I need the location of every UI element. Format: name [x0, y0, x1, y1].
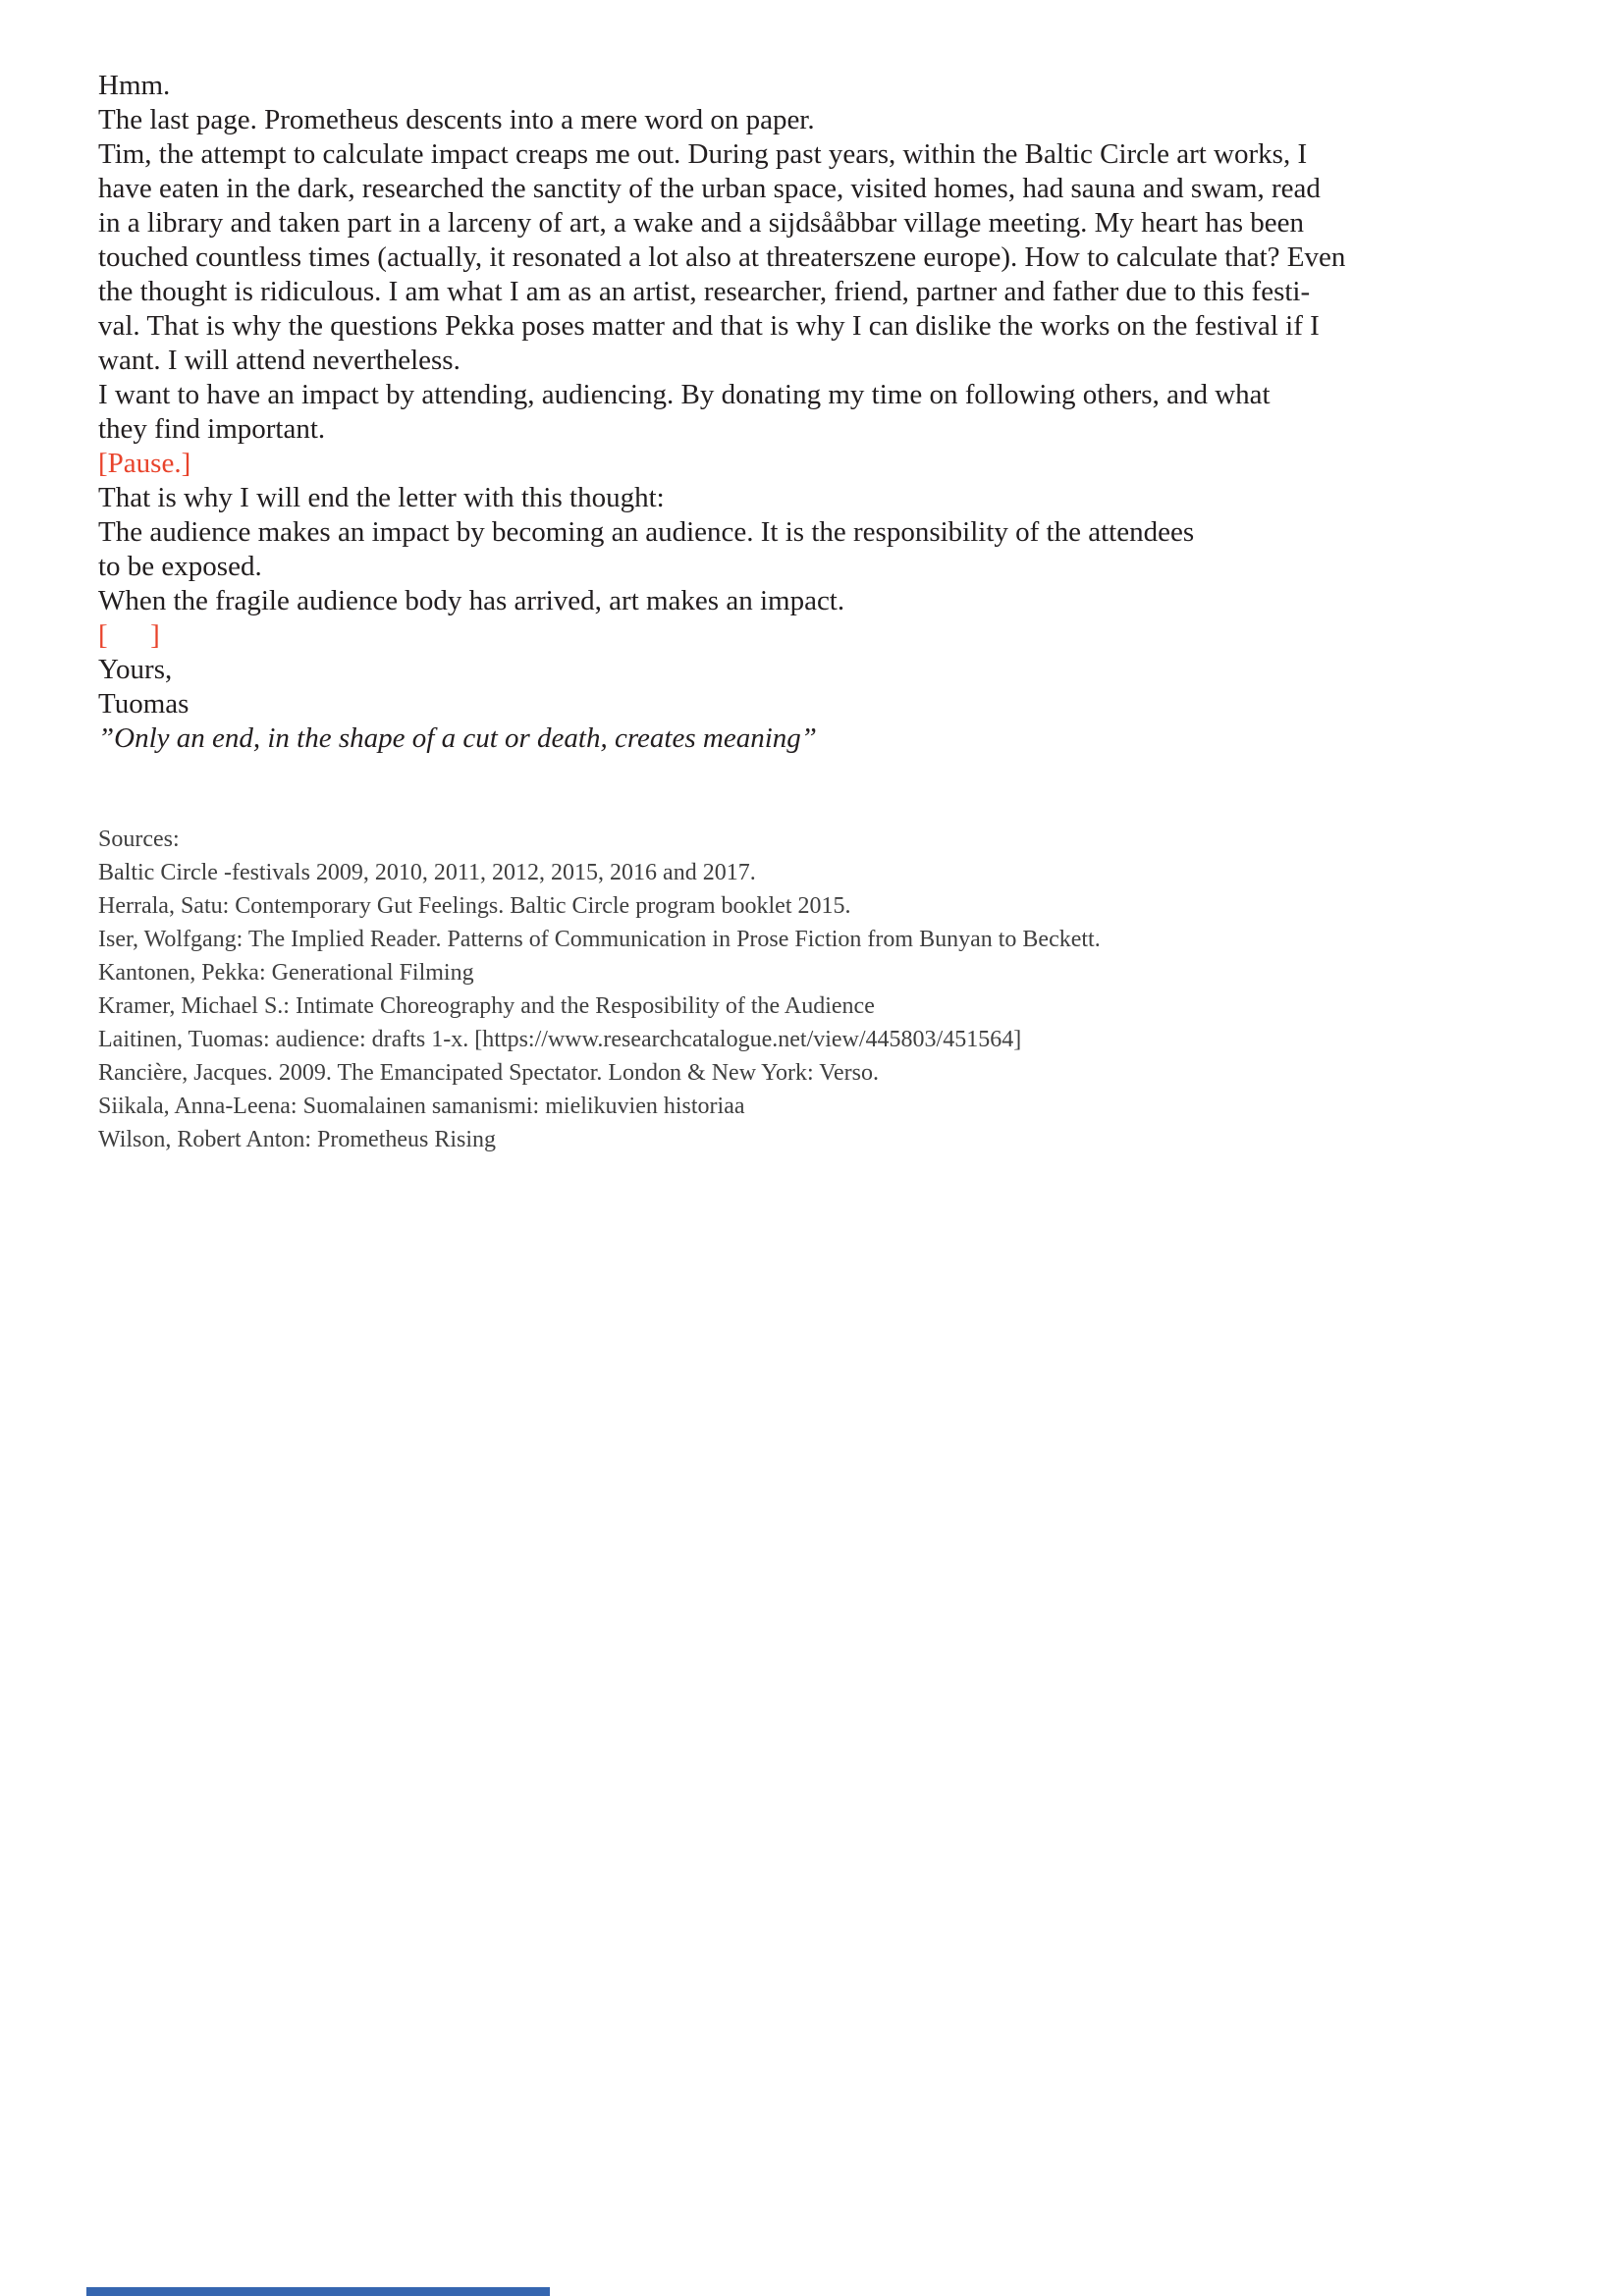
text-line: I want to have an impact by attending, audiencing. By donating my time on following others, and what — [98, 379, 1271, 410]
source-item: Iser, Wolfgang: The Implied Reader. Patterns of Communication in Prose Fiction from Bunyan to Beckett. — [98, 927, 1101, 952]
text-line: touched countless times (actually, it resonated a lot also at threaterszene europe). How to calculate that? Even — [98, 241, 1346, 273]
sources-section — [98, 823, 1522, 1156]
footer-bar — [86, 2287, 550, 2296]
source-item: Herrala, Satu: Contemporary Gut Feelings. Baltic Circle program booklet 2015. — [98, 893, 851, 919]
paragraph-attending — [98, 378, 1522, 447]
text-line: val. That is why the questions Pekka poses matter and that is why I can dislike the works on the festival if I — [98, 310, 1320, 342]
source-item: Laitinen, Tuomas: audience: drafts 1-x. [https://www.researchcatalogue.net/view/445803/451564] — [98, 1027, 1022, 1052]
closing-quote: ”Only an end, in the shape of a cut or death, creates meaning” — [98, 722, 817, 754]
paragraph-fragile-audience: When the fragile audience body has arrived, art makes an impact. — [98, 585, 845, 616]
source-item: Kramer, Michael S.: Intimate Choreography and the Resposibility of the Audience — [98, 993, 875, 1019]
text-line: The audience makes an impact by becoming an audience. It is the responsibility of the attendees — [98, 516, 1195, 548]
source-item: Wilson, Robert Anton: Prometheus Rising — [98, 1127, 497, 1152]
source-item: Kantonen, Pekka: Generational Filming — [98, 960, 474, 986]
signoff-yours: Yours, — [98, 654, 173, 685]
paragraph-end-letter: That is why I will end the letter with this thought: — [98, 482, 665, 513]
paragraph-impact-calculation — [98, 137, 1522, 378]
signoff-name: Tuomas — [98, 688, 189, 720]
empty-bracket-marker: [ ] — [98, 619, 160, 651]
sources-heading: Sources: — [98, 827, 180, 852]
source-item: Baltic Circle -festivals 2009, 2010, 2011, 2012, 2015, 2016 and 2017. — [98, 860, 756, 885]
source-item: Siikala, Anna-Leena: Suomalainen samanismi: mielikuvien historiaa — [98, 1094, 745, 1119]
text-line: have eaten in the dark, researched the sanctity of the urban space, visited homes, had sauna and swam, read — [98, 173, 1321, 204]
text-line: the thought is ridiculous. I am what I am as an artist, researcher, friend, partner and father due to this festi- — [98, 276, 1311, 307]
text-line: Tim, the attempt to calculate impact creaps me out. During past years, within the Baltic Circle art works, I — [98, 138, 1308, 170]
text-line: want. I will attend nevertheless. — [98, 345, 460, 376]
paragraph-audience-impact — [98, 515, 1522, 584]
signature-block — [98, 653, 1522, 756]
text-line: in a library and taken part in a larceny of art, a wake and a sijdsååbbar village meeting. My heart has been — [98, 207, 1304, 239]
paragraph-last-page: The last page. Prometheus descents into a mere word on paper. — [98, 104, 815, 135]
text-line: they find important. — [98, 413, 326, 445]
text-line: to be exposed. — [98, 551, 262, 582]
source-item: Rancière, Jacques. 2009. The Emancipated Spectator. London & New York: Verso. — [98, 1060, 879, 1086]
pause-marker: [Pause.] — [98, 448, 191, 479]
paragraph-hmm: Hmm. — [98, 70, 171, 101]
letter-body — [98, 69, 1522, 1156]
